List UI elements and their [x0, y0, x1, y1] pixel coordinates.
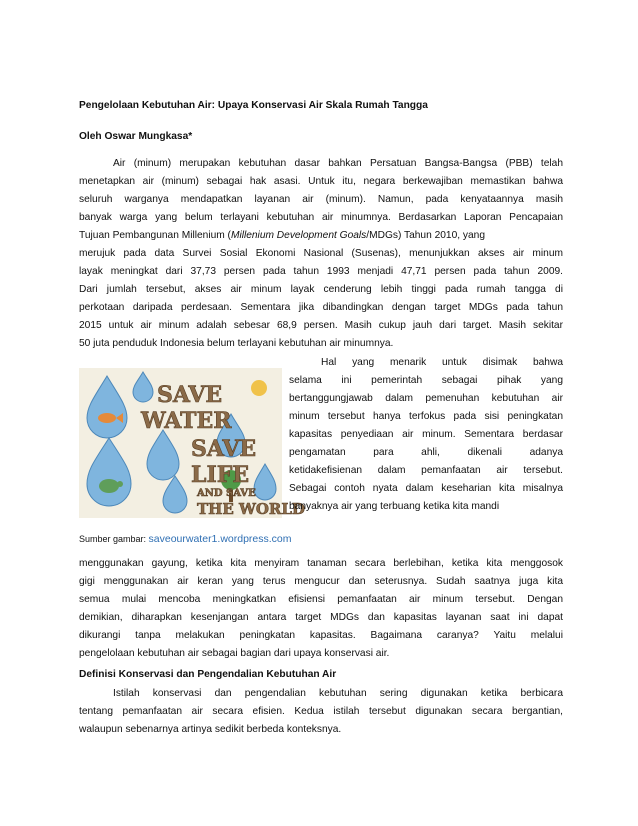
p1-line-6: merujuk pada data Survei Sosial Ekonomi Nasional (Susenas), menunjukkan akses air minum — [79, 248, 563, 259]
p1-line-10: 2015 untuk air minum adalah sebesar 68,9 persen. Masih cukup jauh dari target. Masih sekitar — [79, 320, 563, 331]
caption-label: Sumber gambar: — [79, 534, 149, 544]
svg-text:AND SAVE: AND SAVE — [197, 488, 256, 499]
save-water-poster-image — [79, 368, 305, 518]
p2-side-line-9: banyaknya air yang terbuang ketika kita mandi — [289, 501, 500, 512]
image-caption — [79, 533, 292, 545]
mdg-italic: Millenium Development Goals — [230, 230, 367, 241]
p2-line-1: menggunakan gayung, ketika kita menyiram tanaman secara berlebihan, ketika kita menggosok — [79, 558, 563, 569]
p2-side-line-2: selama ini pemerintah sebagai pihak yang — [289, 375, 563, 386]
svg-text:LIFE: LIFE — [191, 462, 250, 488]
p3-line-1: Istilah konservasi dan pengendalian kebutuhan sering digunakan ketika berbicara — [113, 688, 563, 699]
p1-line-11: 50 juta penduduk Indonesia belum terlayani kebutuhan air minumnya. — [79, 338, 394, 349]
svg-text:THE WORLD: THE WORLD — [197, 500, 305, 518]
section-heading-definisi: Definisi Konservasi dan Pengendalian Kebutuhan Air — [79, 669, 337, 680]
p2-line-6: pengelolaan kebutuhan air sebagai bagian dari upaya konservasi air. — [79, 648, 390, 659]
p2-side-line-6: pengamatan para ahli, dikenali adanya — [289, 447, 563, 458]
p1-line-7: layak meningkat dari 37,73 persen pada tahun 1993 menjadi 47,71 persen pada tahun 2009. — [79, 266, 563, 277]
document-title: Pengelolaan Kebutuhan Air: Upaya Konservasi Air Skala Rumah Tangga — [79, 100, 428, 111]
p1-line-9: perkotaan daripada perdesaan. Sementara jika dibandingkan dengan target MDGs pada tahun — [79, 302, 563, 313]
p2-side-line-8: Sebagai contoh nyata dalam keseharian kita misalnya — [289, 483, 563, 494]
p2-line-5: dikurangi tanpa melakukan peningkatan kapasitas. Bagaimana caranya? Yaitu melalui — [79, 630, 563, 641]
p1-line-2: menetapkan air (minum) sebagai hak asasi. Untuk itu, negara berkewajiban memastikan bahwa — [79, 176, 563, 187]
caption-source-link[interactable]: saveourwater1.wordpress.com — [148, 533, 292, 545]
p1-line-4: banyak warga yang belum terlayani kebutuhan air minumnya. Berdasarkan Laporan Pencapaian — [79, 212, 563, 223]
p1-line-5: Tujuan Pembangunan Millenium (Millenium Development Goals/MDGs) Tahun 2010, yang — [79, 230, 486, 241]
p1-line-1: Air (minum) merupakan kebutuhan dasar bahkan Persatuan Bangsa-Bangsa (PBB) telah — [113, 158, 563, 169]
poster-illustration — [79, 368, 305, 518]
p2-line-2: gigi menggunakan air keran yang terus mengucur dan seterusnya. Sudah saatnya juga kita — [79, 576, 563, 587]
duck-icon — [251, 380, 267, 396]
p2-side-line-3: bertanggungjawab dalam pemenuhan kebutuhan air — [289, 393, 563, 404]
p2-side-line-5: kapasitas penyediaan air minum. Sementara berdasar — [289, 429, 563, 440]
svg-text:SAVE: SAVE — [191, 436, 257, 462]
author-line: Oleh Oswar Mungkasa* — [79, 131, 193, 142]
p2-line-3: semua mulai mencoba meningkatkan efisiensi pemanfaatan air minum tersebut. Dengan — [79, 594, 563, 605]
p3-line-3: walaupun sebenarnya artinya sedikit berbeda konteksnya. — [79, 724, 342, 735]
p1-line-8: Dari jumlah tersebut, akses air minum layak cenderung lebih tinggi pada rumah tangga di — [79, 284, 563, 295]
p3-line-2: tentang pemanfaatan air secara efisien. Kedua istilah tersebut digunakan secara bergantian, — [79, 706, 563, 717]
p2-line-4: demikian, diharapkan kesenjangan antara target MDGs dan kapasitas layanan saat ini dapat — [79, 612, 563, 623]
p2-side-line-4: minum tersebut hanya terfokus pada sisi peningkatan — [289, 411, 563, 422]
svg-text:WATER: WATER — [141, 408, 232, 434]
p2-side-line-1: Hal yang menarik untuk disimak bahwa — [321, 357, 563, 368]
svg-text:SAVE: SAVE — [157, 382, 223, 408]
p1-line-3: seluruh warganya mendapatkan layanan air (minum). Namun, pada kenyataannya masih — [79, 194, 563, 205]
p2-side-line-7: ketidakefisienan dalam pemanfaatan air tersebut. — [289, 465, 563, 476]
